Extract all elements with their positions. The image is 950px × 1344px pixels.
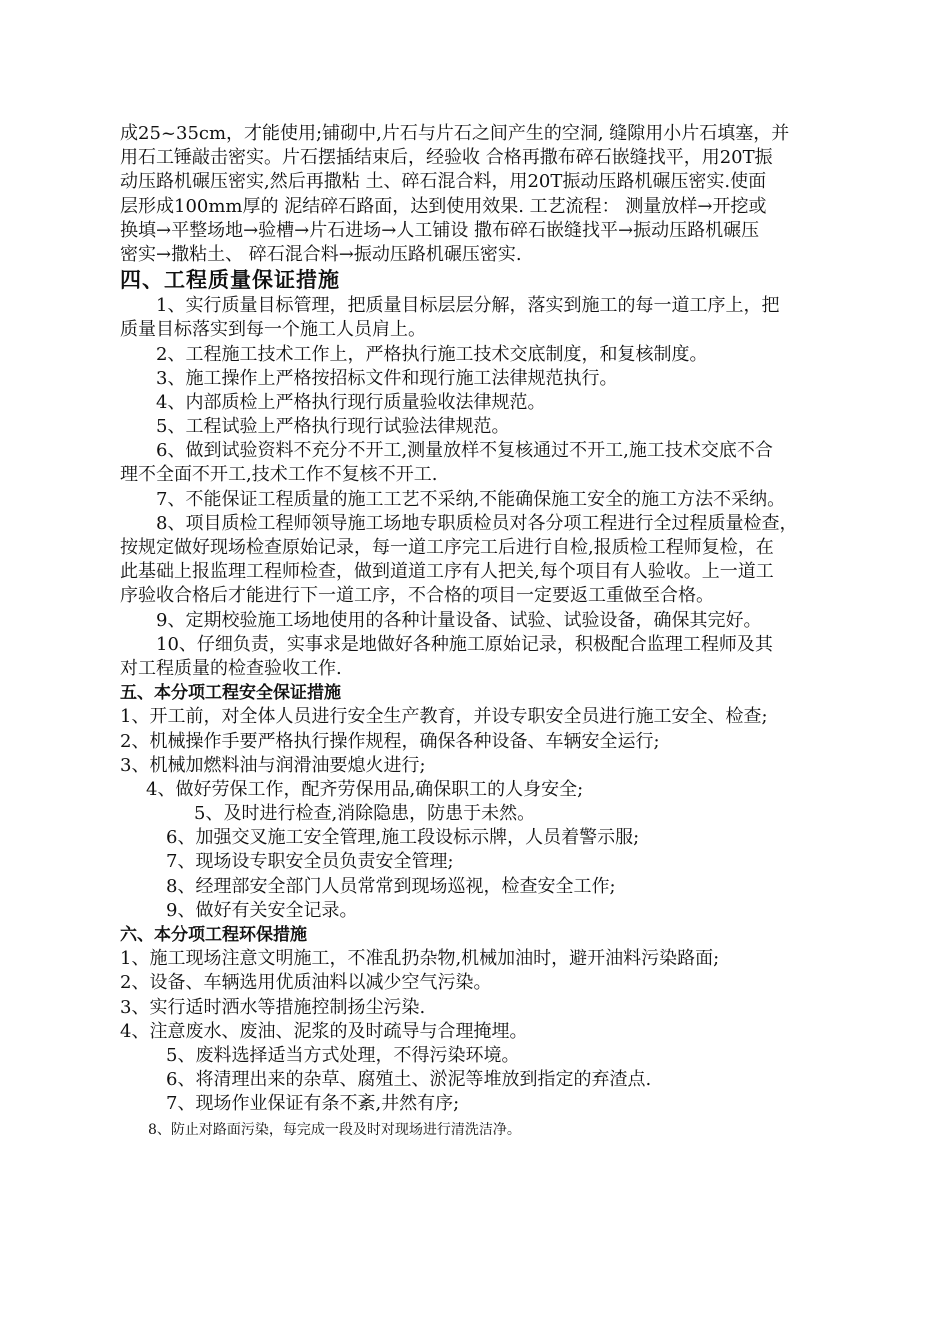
body-line: 换填→平整场地→验槽→片石进场→人工铺设 撒布碎石嵌缝找平→振动压路机碾压	[120, 219, 760, 241]
list-item: 7、不能保证工程质量的施工工艺不采纳,不能确保施工安全的施工方法不采纳。	[156, 488, 786, 510]
body-line: 层形成100mm厚的 泥结碎石路面，达到使用效果. 工艺流程： 测量放样→开挖或	[120, 195, 767, 217]
list-item: 8、防止对路面污染，每完成一段及时对现场进行清洗洁净。	[148, 1121, 521, 1138]
body-line: 成25~35cm，才能使用;铺砌中,片石与片石之间产生的空洞, 缝隙用小片石填塞，并	[120, 123, 790, 144]
list-item: 8、项目质检工程师领导施工场地专职质检员对各分项工程进行全过程质量检查，	[156, 512, 798, 534]
list-item-continuation: 对工程质量的检查验收工作.	[120, 657, 342, 679]
list-item: 7、现场作业保证有条不紊,井然有序;	[166, 1093, 460, 1115]
list-item: 2、设备、车辆选用优质油料以减少空气污染。	[120, 972, 492, 994]
list-item: 4、内部质检上严格执行现行质量验收法律规范。	[156, 391, 546, 413]
body-line: 用石工锤敲击密实。片石摆插结束后，经验收 合格再撒布碎石嵌缝找平，用20T振	[120, 147, 773, 169]
document-body	[120, 122, 856, 1141]
list-item-continuation: 序验收合格后才能进行下一道工序，不合格的项目一定要返工重做至合格。	[120, 585, 714, 607]
list-item: 3、机械加燃料油与润滑油要熄火进行;	[120, 754, 426, 776]
list-item: 9、定期校验施工场地使用的各种计量设备、试验、试验设备，确保其完好。	[156, 609, 762, 631]
list-item-continuation: 此基础上报监理工程师检查，做到道道工序有人把关,每个项目有人验收。上一道工	[120, 561, 774, 583]
list-item: 6、将清理出来的杂草、腐殖土、淤泥等堆放到指定的弃渣点.	[166, 1069, 652, 1091]
list-item: 1、开工前，对全体人员进行安全生产教育，并设专职安全员进行施工安全、检查;	[120, 706, 768, 728]
list-item-continuation: 质量目标落实到每一个施工人员肩上。	[120, 319, 426, 341]
list-item: 10、仔细负责，实事求是地做好各种施工原始记录，积极配合监理工程师及其	[156, 633, 773, 655]
body-line: 动压路机碾压密实,然后再撒粘 土、碎石混合料，用20T振动压路机碾压密实.使面	[120, 171, 767, 193]
list-item: 5、工程试验上严格执行现行试验法律规范。	[156, 416, 510, 438]
body-line: 密实→撒粘土、 碎石混合料→振动压路机碾压密实.	[120, 243, 522, 265]
list-item: 8、经理部安全部门人员常常到现场巡视，检查安全工作;	[166, 875, 616, 897]
section-heading-quality: 四、工程质量保证措施	[120, 268, 340, 293]
list-item: 1、实行质量目标管理，把质量目标层层分解，落实到施工的每一道工序上，把	[156, 295, 780, 317]
list-item: 3、施工操作上严格按招标文件和现行施工法律规范执行。	[156, 367, 618, 389]
list-item: 3、实行适时洒水等措施控制扬尘污染.	[120, 996, 426, 1018]
list-item: 1、施工现场注意文明施工，不准乱扔杂物,机械加油时，避开油料污染路面;	[120, 948, 720, 970]
list-item: 5、废料选择适当方式处理，不得污染环境。	[166, 1044, 520, 1066]
list-item-continuation: 按规定做好现场检查原始记录，每一道工序完工后进行自检,报质检工程师复检，在	[120, 537, 774, 558]
list-item: 6、做到试验资料不充分不开工,测量放样不复核通过不开工,施工技术交底不合	[156, 440, 773, 462]
list-item: 4、注意废水、废油、泥浆的及时疏导与合理掩埋。	[120, 1020, 528, 1042]
section-heading-safety: 五、本分项工程安全保证措施	[120, 683, 341, 704]
list-item: 7、现场设专职安全员负责安全管理;	[166, 851, 454, 873]
list-item: 6、加强交叉施工安全管理,施工段设标示牌，人员着警示服;	[166, 827, 640, 849]
list-item: 2、机械操作手要严格执行操作规程，确保各种设备、车辆安全运行;	[120, 730, 660, 752]
list-item: 9、做好有关安全记录。	[166, 899, 358, 921]
list-item-continuation: 理不全面不开工,技术工作不复核不开工.	[120, 464, 438, 486]
section-heading-environment: 六、本分项工程环保措施	[120, 925, 307, 945]
list-item: 5、及时进行检查,消除隐患，防患于未然。	[194, 803, 536, 825]
list-item: 2、工程施工技术工作上，严格执行施工技术交底制度，和复核制度。	[156, 343, 708, 365]
list-item: 4、做好劳保工作，配齐劳保用品,确保职工的人身安全;	[146, 778, 584, 800]
